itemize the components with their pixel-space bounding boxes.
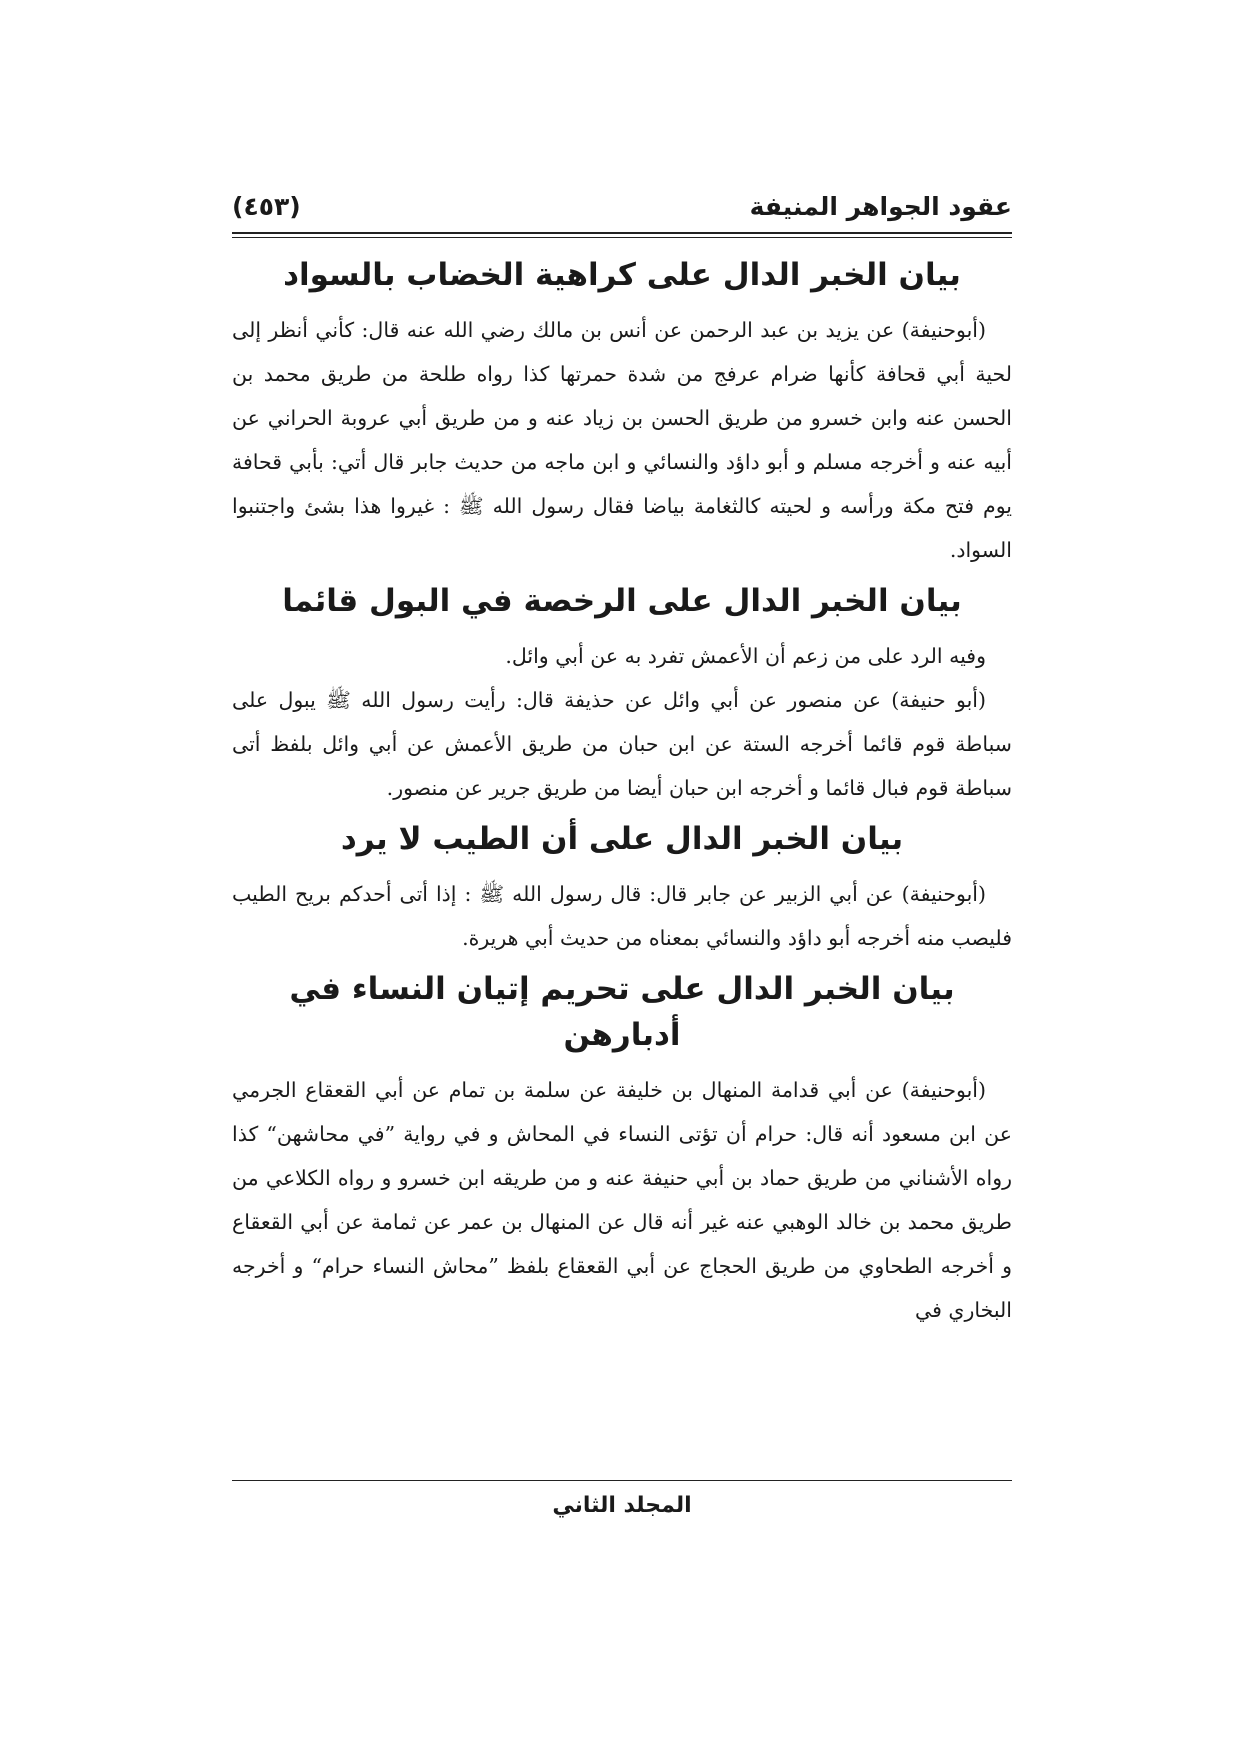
section-paragraph: (أبوحنيفة) عن أبي الزبير عن جابر قال: قال رسول الله ﷺ : إذا أتى أحدكم بريح الطيب فليصب منه أخرجه أبو داؤد والنسائي بمعناه من حديث أبي هريرة. — [232, 882, 1012, 950]
running-header — [232, 180, 1012, 234]
section-paragraph: وفيه الرد على من زعم أن الأعمش تفرد به عن أبي وائل. — [505, 644, 986, 668]
page-number: (٤٥٣) — [232, 191, 301, 221]
section-heading-urinating-standing: بيان الخبر الدال على الرخصة في البول قائما — [282, 583, 962, 619]
running-footer — [232, 1480, 1012, 1518]
section-heading-black-dye: بيان الخبر الدال على كراهية الخضاب بالسواد — [283, 257, 961, 293]
section-heading-prohibition: بيان الخبر الدال على تحريم إتيان النساء في أدبارهن — [289, 971, 955, 1053]
section-paragraph: (أبوحنيفة) عن أبي قدامة المنهال بن خليفة عن سلمة بن تمام عن أبي القعقاع الجرمي عن ابن مسعود أنه قال: حرام أن تؤتى النساء في المحاش و في رواية ”في محاشهن“ كذا رواه الأشناني من طريق حماد بن أبي حنيفة عنه و من طريقه ابن خسرو و رواه الكلاعي من طريق محمد بن خالد الوهبي عنه غير أنه قال عن المنهال بن عمر عن ثمامة عن أبي القعقاع و أخرجه الطحاوي من طريق الحجاج عن أبي القعقاع بلفظ ”محاش النساء حرام“ و أخرجه البخاري في — [232, 1078, 1012, 1322]
section-paragraph: (أبو حنيفة) عن منصور عن أبي وائل عن حذيفة قال: رأيت رسول الله ﷺ يبول على سباطة قوم قائما أخرجه الستة عن ابن حبان من طريق الأعمش عن أبي وائل بلفظ أتى سباطة قوم فبال قائما و أخرجه ابن حبان أيضا من طريق جرير عن منصور. — [232, 688, 1012, 800]
section-heading-perfume: بيان الخبر الدال على أن الطيب لا يرد — [340, 821, 904, 857]
page-content — [232, 252, 1012, 1332]
book-page — [232, 180, 1012, 1600]
volume-label: المجلد الثاني — [552, 1493, 692, 1518]
book-title: عقود الجواهر المنيفة — [749, 191, 1012, 221]
section-paragraph: (أبوحنيفة) عن يزيد بن عبد الرحمن عن أنس بن مالك رضي الله عنه قال: كأني أنظر إلى لحية أبي قحافة كأنها ضرام عرفج من شدة حمرتها كذا رواه طلحة من طريق محمد بن الحسن عنه وابن خسرو من طريق الحسن بن زياد عنه و من طريق أبي عروبة الحراني عن أبيه عنه و أخرجه مسلم و أبو داؤد والنسائي و ابن ماجه من حديث جابر قال أتي: بأبي قحافة يوم فتح مكة ورأسه و لحيته كالثغامة بياضا فقال رسول الله ﷺ : غيروا هذا بشئ واجتنبوا السواد. — [232, 318, 1012, 562]
